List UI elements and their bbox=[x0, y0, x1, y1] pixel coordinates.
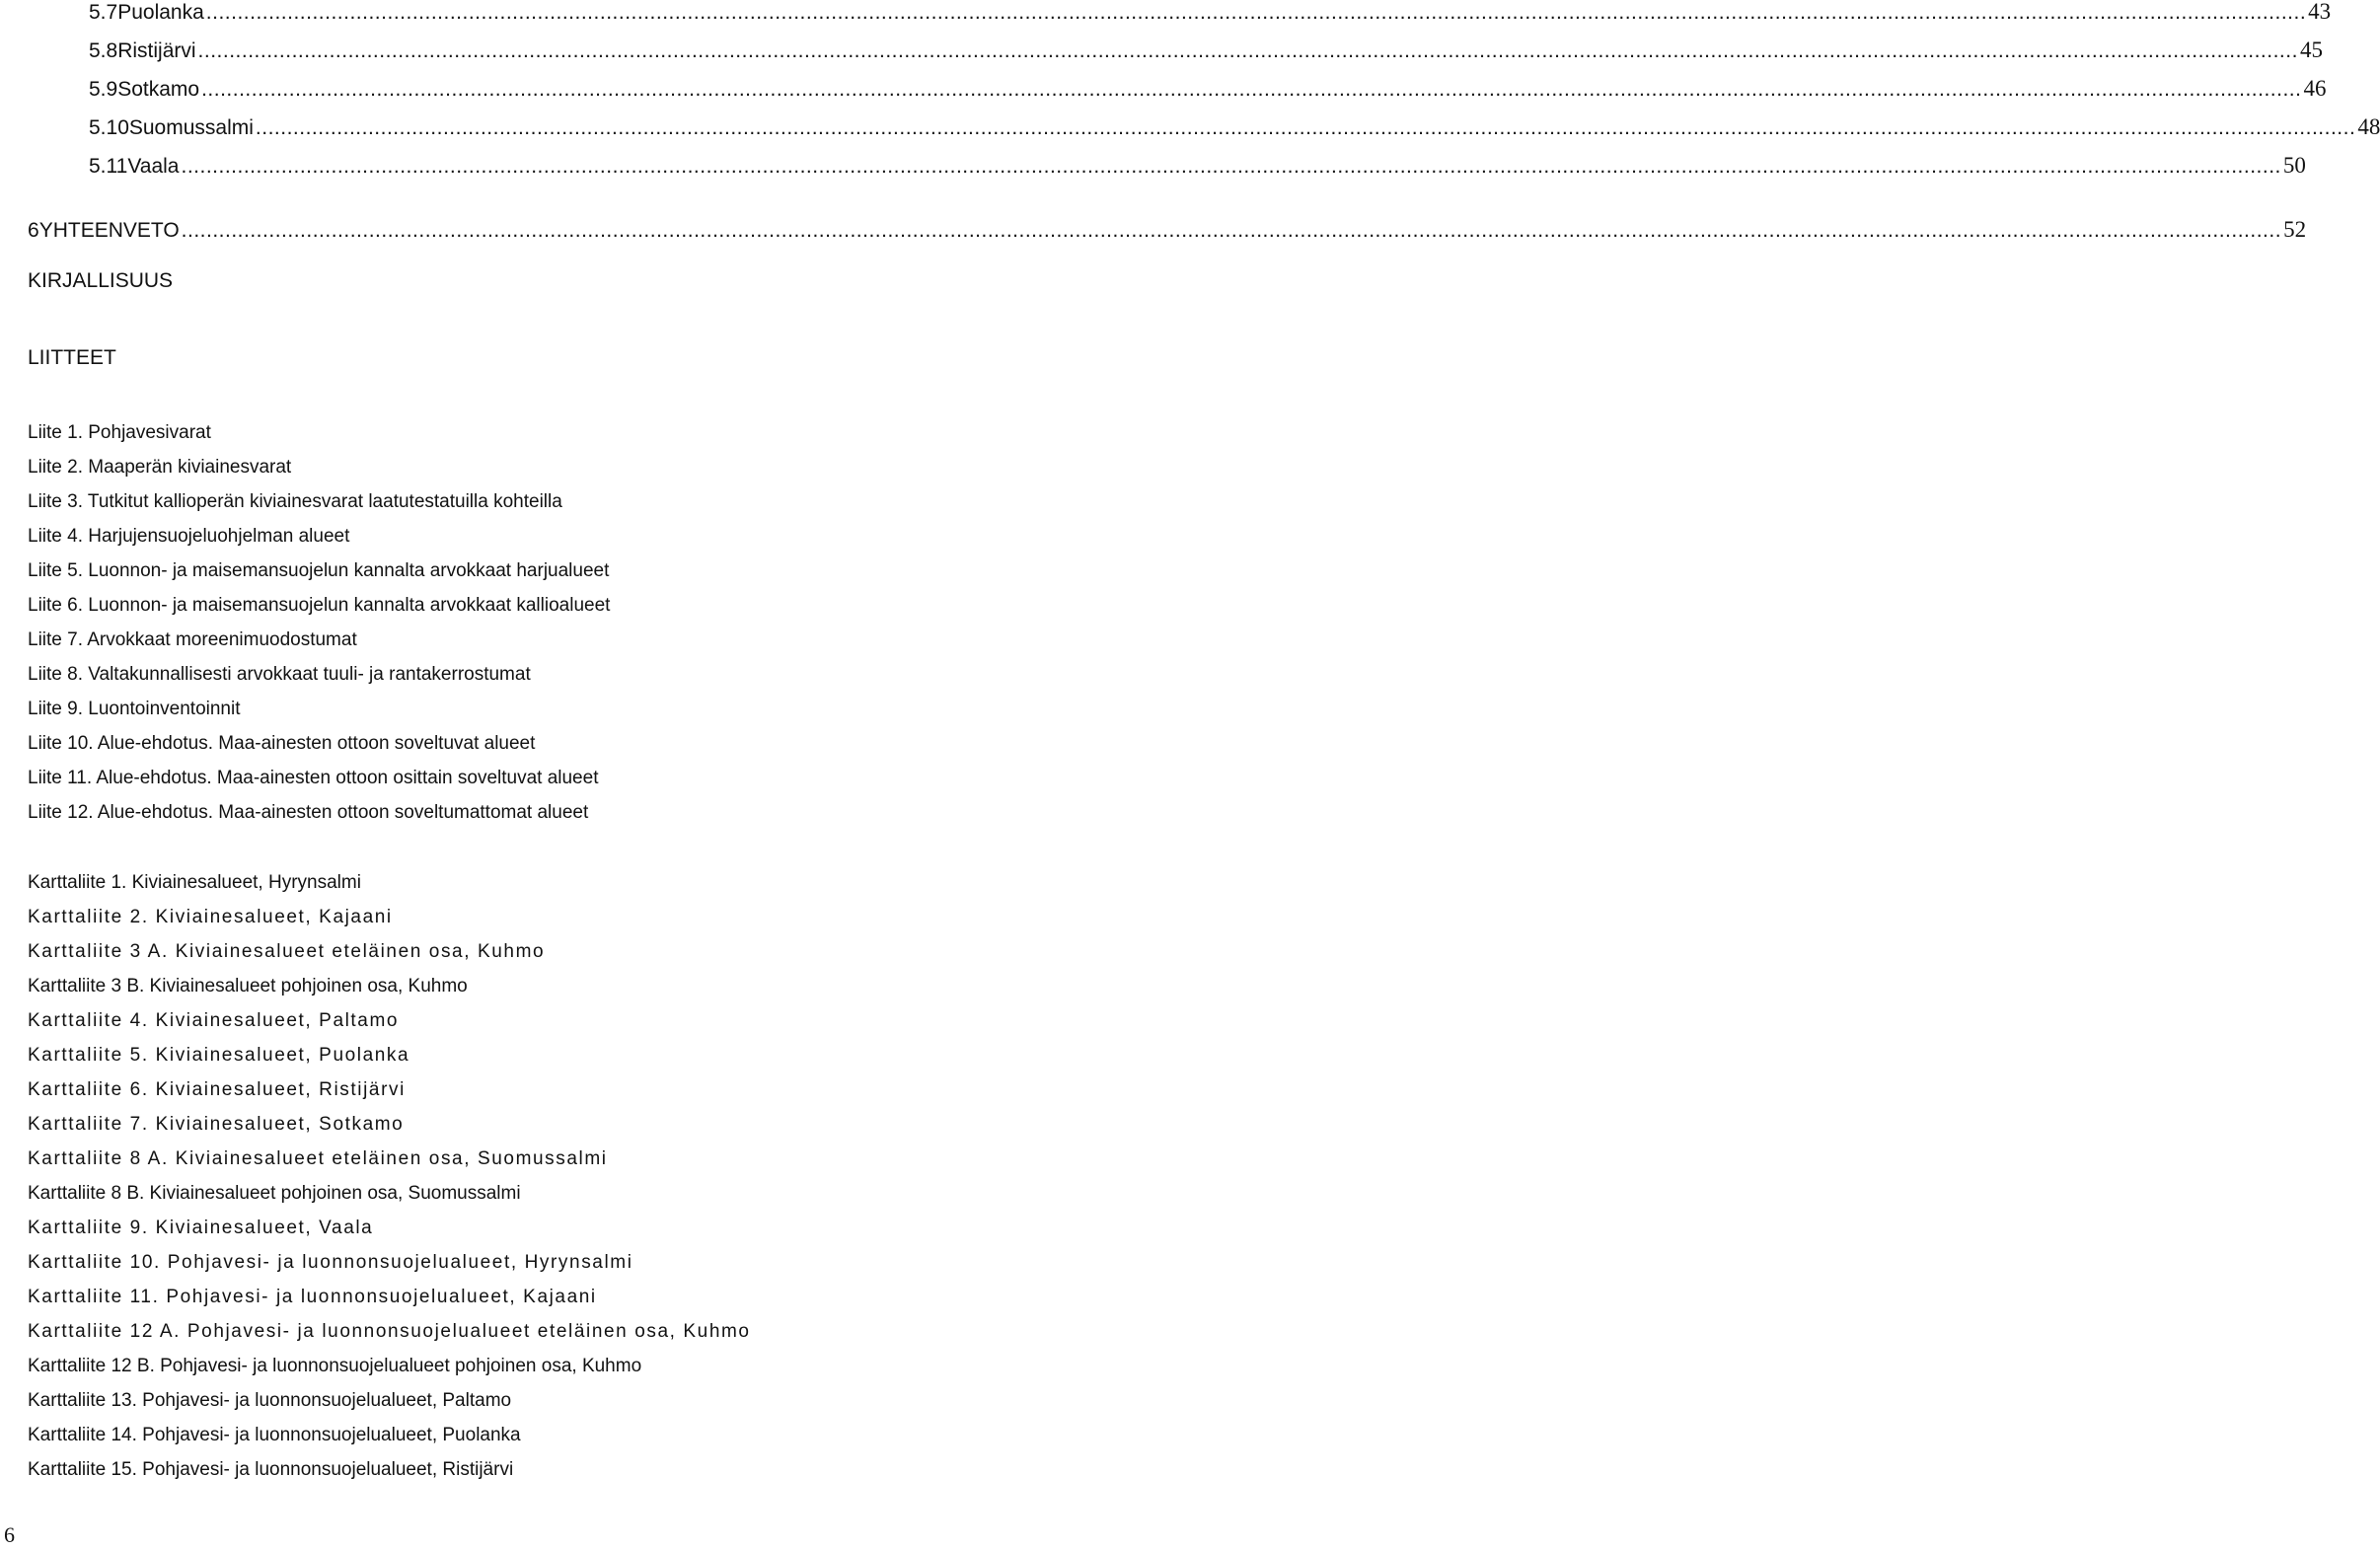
toc-entry-title: YHTEENVETO bbox=[38, 219, 180, 242]
appendix-item[interactable]: Liite 4. Harjujensuojeluohjelman alueet bbox=[28, 526, 350, 547]
toc-entry-page: 50 bbox=[2282, 153, 2306, 178]
appendix-item[interactable]: Liite 7. Arvokkaat moreenimuodostumat bbox=[28, 629, 357, 650]
appendices-heading[interactable]: LIITTEET bbox=[28, 346, 116, 369]
toc-entry-number: 6 bbox=[28, 219, 39, 242]
toc-dot-leader: ................................................................................................................................................................................................................................................................................................................................................ bbox=[205, 1, 2307, 24]
map-appendix-item[interactable]: Karttaliite 2. Kiviainesalueet, Kajaani bbox=[28, 907, 393, 927]
appendix-item[interactable]: Liite 1. Pohjavesivarat bbox=[28, 422, 211, 443]
map-appendix-item[interactable]: Karttaliite 3 A. Kiviainesalueet eteläinen osa, Kuhmo bbox=[28, 941, 546, 962]
appendix-item[interactable]: Liite 2. Maaperän kiviainesvarat bbox=[28, 457, 292, 478]
map-appendix-item[interactable]: Karttaliite 6. Kiviainesalueet, Ristijärvi bbox=[28, 1079, 406, 1100]
map-appendix-item[interactable]: Karttaliite 4. Kiviainesalueet, Paltamo bbox=[28, 1010, 400, 1031]
map-appendix-item[interactable]: Karttaliite 8 B. Kiviainesalueet pohjoinen osa, Suomussalmi bbox=[28, 1183, 521, 1204]
toc-entry-page: 46 bbox=[2303, 76, 2327, 101]
page-number: 6 bbox=[4, 1522, 15, 1547]
toc-entry-number: 5.9 bbox=[89, 78, 118, 101]
toc-entry-5-8[interactable] bbox=[89, 37, 2323, 64]
toc-entry-number: 5.11 bbox=[89, 155, 128, 178]
map-appendix-item[interactable]: Karttaliite 15. Pohjavesi- ja luonnonsuojelualueet, Ristijärvi bbox=[28, 1459, 514, 1480]
toc-entry-page: 48 bbox=[2357, 114, 2380, 139]
map-appendix-item[interactable]: Karttaliite 10. Pohjavesi- ja luonnonsuojelualueet, Hyrynsalmi bbox=[28, 1252, 633, 1273]
toc-entry-title: Puolanka bbox=[117, 1, 204, 24]
map-appendix-item[interactable]: Karttaliite 9. Kiviainesalueet, Vaala bbox=[28, 1218, 374, 1238]
toc-entry-title: Suomussalmi bbox=[128, 116, 254, 139]
appendix-item[interactable]: Liite 10. Alue-ehdotus. Maa-ainesten ottoon soveltuvat alueet bbox=[28, 733, 536, 754]
map-appendix-item[interactable]: Karttaliite 13. Pohjavesi- ja luonnonsuojelualueet, Paltamo bbox=[28, 1390, 512, 1411]
toc-entry-chapter-6[interactable] bbox=[28, 217, 2307, 244]
appendix-item[interactable]: Liite 12. Alue-ehdotus. Maa-ainesten ottoon soveltumattomat alueet bbox=[28, 802, 589, 823]
toc-dot-leader: ................................................................................................................................................................................................................................................................................................................................................ bbox=[201, 78, 2302, 101]
map-appendix-item[interactable]: Karttaliite 7. Kiviainesalueet, Sotkamo bbox=[28, 1114, 405, 1135]
map-appendix-item[interactable]: Karttaliite 12 B. Pohjavesi- ja luonnonsuojelualueet pohjoinen osa, Kuhmo bbox=[28, 1356, 642, 1376]
map-appendix-item[interactable]: Karttaliite 1. Kiviainesalueet, Hyrynsalmi bbox=[28, 872, 361, 893]
appendix-item[interactable]: Liite 5. Luonnon- ja maisemansuojelun kannalta arvokkaat harjualueet bbox=[28, 560, 610, 581]
toc-entry-number: 5.10 bbox=[89, 116, 129, 139]
toc-entry-number: 5.8 bbox=[89, 39, 118, 62]
toc-entry-page: 45 bbox=[2299, 37, 2323, 62]
appendix-item[interactable]: Liite 3. Tutkitut kallioperän kiviainesvarat laatutestatuilla kohteilla bbox=[28, 491, 562, 512]
toc-entry-page: 52 bbox=[2283, 217, 2307, 242]
map-appendix-item[interactable]: Karttaliite 3 B. Kiviainesalueet pohjoinen osa, Kuhmo bbox=[28, 976, 468, 996]
toc-entry-title: Vaala bbox=[127, 155, 180, 178]
references-heading[interactable]: KIRJALLISUUS bbox=[28, 269, 174, 292]
appendix-item[interactable]: Liite 11. Alue-ehdotus. Maa-ainesten ottoon osittain soveltuvat alueet bbox=[28, 768, 599, 788]
appendix-item[interactable]: Liite 6. Luonnon- ja maisemansuojelun kannalta arvokkaat kallioalueet bbox=[28, 595, 611, 616]
map-appendix-item[interactable]: Karttaliite 12 A. Pohjavesi- ja luonnonsuojelualueet eteläinen osa, Kuhmo bbox=[28, 1321, 751, 1342]
appendix-item[interactable]: Liite 8. Valtakunnallisesti arvokkaat tuuli- ja rantakerrostumat bbox=[28, 664, 531, 685]
toc-dot-leader: ................................................................................................................................................................................................................................................................................................................................................ bbox=[197, 39, 2298, 62]
appendix-item[interactable]: Liite 9. Luontoinventoinnit bbox=[28, 699, 241, 719]
toc-dot-leader: ................................................................................................................................................................................................................................................................................................................................................ bbox=[181, 219, 2282, 242]
toc-entry-title: Ristijärvi bbox=[117, 39, 196, 62]
toc-entry-number: 5.7 bbox=[89, 1, 118, 24]
toc-entry-title: Sotkamo bbox=[117, 78, 200, 101]
toc-entry-5-11[interactable] bbox=[89, 153, 2306, 180]
map-appendix-item[interactable]: Karttaliite 5. Kiviainesalueet, Puolanka bbox=[28, 1045, 410, 1066]
toc-entry-5-9[interactable] bbox=[89, 76, 2327, 103]
toc-entry-page: 43 bbox=[2308, 0, 2332, 24]
toc-dot-leader: ................................................................................................................................................................................................................................................................................................................................................ bbox=[255, 116, 2356, 139]
appendix-list bbox=[28, 420, 610, 835]
map-appendix-list bbox=[28, 870, 751, 1492]
toc-dot-leader: ................................................................................................................................................................................................................................................................................................................................................ bbox=[181, 155, 2281, 178]
map-appendix-item[interactable]: Karttaliite 8 A. Kiviainesalueet eteläinen osa, Suomussalmi bbox=[28, 1148, 608, 1169]
toc-entry-5-10[interactable] bbox=[89, 114, 2380, 141]
map-appendix-item[interactable]: Karttaliite 11. Pohjavesi- ja luonnonsuojelualueet, Kajaani bbox=[28, 1287, 597, 1307]
toc-entry-5-7[interactable] bbox=[89, 0, 2332, 26]
map-appendix-item[interactable]: Karttaliite 14. Pohjavesi- ja luonnonsuojelualueet, Puolanka bbox=[28, 1425, 521, 1445]
